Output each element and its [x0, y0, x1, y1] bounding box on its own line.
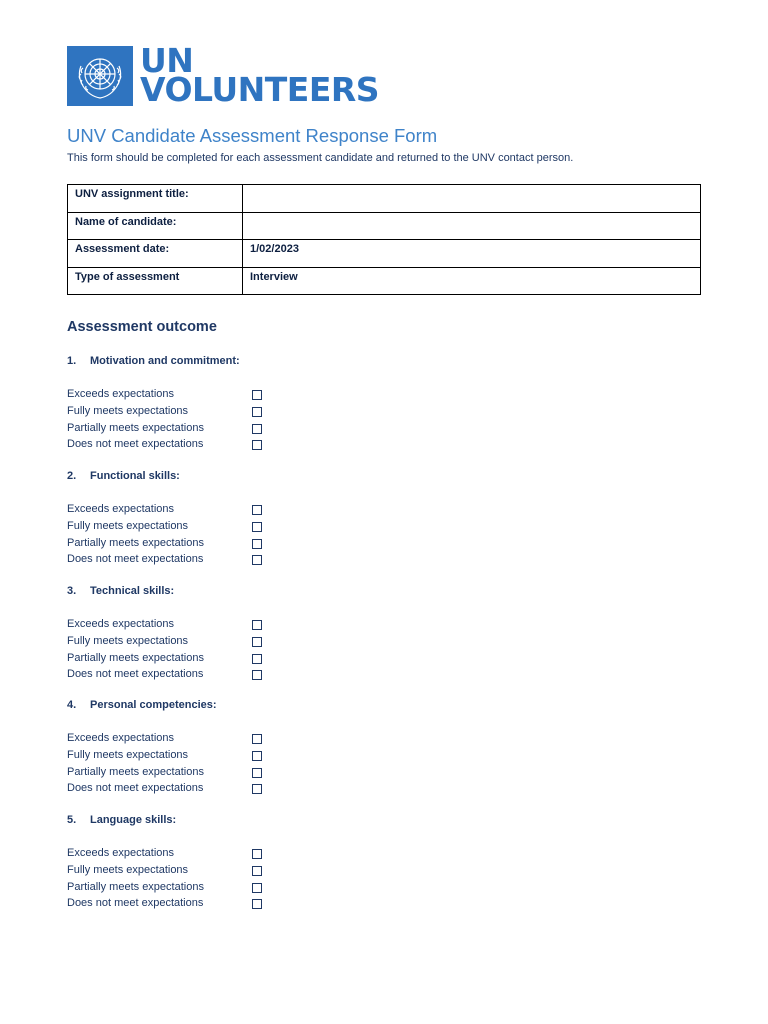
option-row — [67, 537, 367, 554]
option-row — [67, 388, 367, 405]
option-label: Fully meets expectations — [67, 748, 189, 761]
option-row — [67, 618, 367, 635]
assignment-title-label: UNV assignment title: — [68, 185, 243, 213]
assessment-type-field[interactable]: Interview — [243, 267, 701, 295]
options-list — [67, 618, 367, 685]
criterion-title — [67, 470, 367, 486]
option-label: Partially meets expectations — [67, 421, 204, 434]
table-row — [68, 240, 701, 268]
does-not-meet-checkbox[interactable] — [252, 440, 262, 450]
does-not-meet-checkbox[interactable] — [252, 555, 262, 565]
assessment-type-label: Type of assessment — [68, 267, 243, 295]
criterion-number: 2. — [67, 470, 77, 482]
exceeds-checkbox[interactable] — [252, 734, 262, 744]
criterion-language-skills — [67, 814, 367, 910]
form-title: UNV Candidate Assessment Response Form — [67, 125, 438, 146]
option-row — [67, 847, 367, 864]
logo-wordmark — [140, 41, 380, 109]
option-row — [67, 405, 367, 422]
option-row — [67, 635, 367, 652]
option-row — [67, 897, 367, 914]
criterion-label: Language skills: — [90, 814, 177, 826]
exceeds-checkbox[interactable] — [252, 849, 262, 859]
exceeds-checkbox[interactable] — [252, 620, 262, 630]
criterion-technical-skills — [67, 585, 367, 681]
criterion-number: 5. — [67, 814, 77, 826]
option-row — [67, 652, 367, 669]
option-row — [67, 422, 367, 439]
option-label: Does not meet expectations — [67, 553, 204, 566]
option-row — [67, 864, 367, 881]
options-list — [67, 847, 367, 914]
option-label: Does not meet expectations — [67, 782, 204, 795]
criterion-title — [67, 355, 367, 371]
option-label: Partially meets expectations — [67, 880, 204, 893]
fully-meets-checkbox[interactable] — [252, 407, 262, 417]
option-label: Exceeds expectations — [67, 388, 175, 400]
criterion-motivation — [67, 355, 367, 451]
table-row — [68, 267, 701, 295]
option-row — [67, 438, 367, 455]
fully-meets-checkbox[interactable] — [252, 866, 262, 876]
option-label: Does not meet expectations — [67, 668, 204, 681]
option-row — [67, 749, 367, 766]
does-not-meet-checkbox[interactable] — [252, 670, 262, 680]
criterion-label: Technical skills: — [90, 585, 175, 597]
criterion-number: 3. — [67, 585, 77, 597]
logo-line-un: UN — [140, 41, 194, 80]
partially-meets-checkbox[interactable] — [252, 768, 262, 778]
option-label: Fully meets expectations — [67, 634, 189, 647]
option-row — [67, 881, 367, 898]
fully-meets-checkbox[interactable] — [252, 637, 262, 647]
criterion-label: Functional skills: — [90, 470, 180, 482]
option-label: Exceeds expectations — [67, 618, 175, 630]
option-label: Exceeds expectations — [67, 732, 175, 744]
unv-logo — [67, 41, 387, 109]
does-not-meet-checkbox[interactable] — [252, 899, 262, 909]
criterion-label: Personal competencies: — [90, 699, 217, 711]
assessment-outcome-heading: Assessment outcome — [67, 319, 217, 335]
options-list — [67, 503, 367, 570]
option-label: Fully meets expectations — [67, 519, 189, 532]
options-list — [67, 732, 367, 799]
candidate-name-label: Name of candidate: — [68, 212, 243, 240]
option-label: Exceeds expectations — [67, 847, 175, 859]
option-row — [67, 732, 367, 749]
fully-meets-checkbox[interactable] — [252, 522, 262, 532]
criterion-title — [67, 699, 367, 715]
option-row — [67, 668, 367, 685]
option-label: Partially meets expectations — [67, 536, 204, 549]
logo-line-volunteers: VOLUNTEERS — [140, 70, 380, 109]
option-label: Partially meets expectations — [67, 765, 204, 778]
exceeds-checkbox[interactable] — [252, 390, 262, 400]
un-emblem-icon — [67, 46, 133, 106]
option-row — [67, 766, 367, 783]
option-row — [67, 782, 367, 799]
criterion-number: 4. — [67, 699, 77, 711]
options-list — [67, 388, 367, 455]
option-label: Does not meet expectations — [67, 897, 204, 910]
criterion-label: Motivation and commitment: — [90, 355, 240, 367]
option-label: Partially meets expectations — [67, 651, 204, 664]
partially-meets-checkbox[interactable] — [252, 654, 262, 664]
criterion-number: 1. — [67, 355, 77, 367]
assessment-date-label: Assessment date: — [68, 240, 243, 268]
exceeds-checkbox[interactable] — [252, 505, 262, 515]
option-label: Does not meet expectations — [67, 438, 204, 451]
criterion-title — [67, 585, 367, 601]
partially-meets-checkbox[interactable] — [252, 883, 262, 893]
option-row — [67, 553, 367, 570]
candidate-name-field[interactable] — [243, 212, 701, 240]
criterion-title — [67, 814, 367, 830]
option-label: Fully meets expectations — [67, 404, 189, 417]
option-row — [67, 520, 367, 537]
partially-meets-checkbox[interactable] — [252, 424, 262, 434]
option-label: Exceeds expectations — [67, 503, 175, 515]
assignment-title-field[interactable] — [243, 185, 701, 213]
criterion-functional-skills — [67, 470, 367, 566]
criterion-personal-competencies — [67, 699, 367, 795]
assessment-date-field[interactable]: 1/02/2023 — [243, 240, 701, 268]
does-not-meet-checkbox[interactable] — [252, 784, 262, 794]
partially-meets-checkbox[interactable] — [252, 539, 262, 549]
option-label: Fully meets expectations — [67, 863, 189, 876]
candidate-info-table — [67, 184, 701, 295]
fully-meets-checkbox[interactable] — [252, 751, 262, 761]
table-row — [68, 185, 701, 213]
form-intro: This form should be completed for each assessment candidate and returned to the UNV contact person. — [67, 152, 574, 164]
table-row — [68, 212, 701, 240]
option-row — [67, 503, 367, 520]
